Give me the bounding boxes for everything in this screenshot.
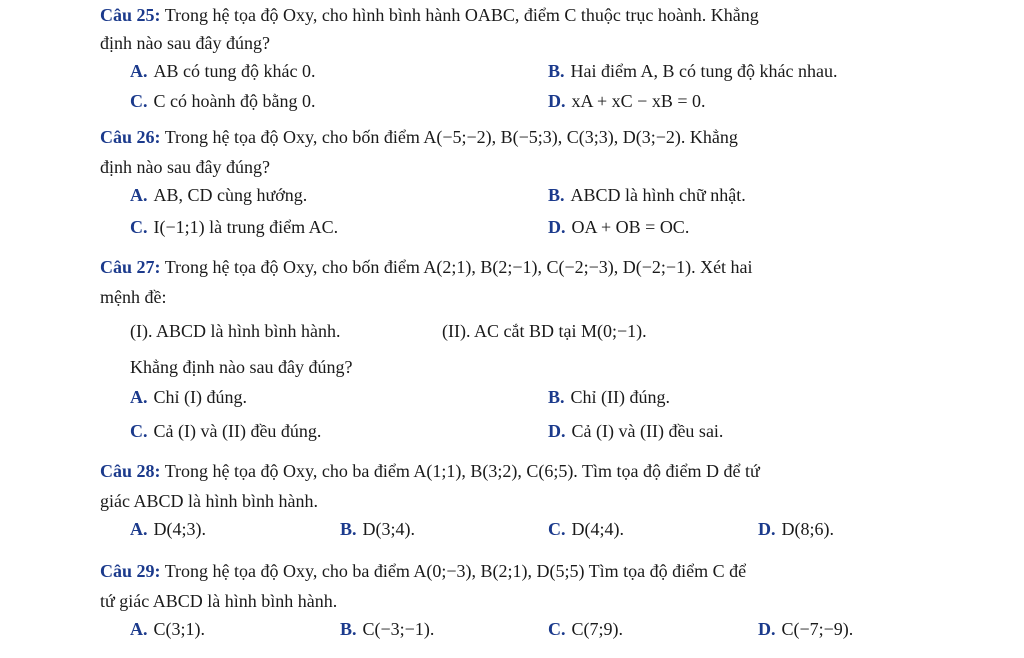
question-28-option-a: A. D(4;3).: [130, 519, 206, 539]
question-25-option-d: D. xA + xC − xB = 0.: [548, 91, 706, 111]
question-27-line2: mệnh đề:: [100, 287, 167, 307]
question-26-option-c: C. I(−1;1) là trung điểm AC.: [130, 217, 339, 237]
question-29-option-c: C. C(7;9).: [548, 619, 623, 639]
question-27-label: Câu 27:: [100, 257, 161, 277]
question-28-option-c: C. D(4;4).: [548, 519, 624, 539]
question-29-text: Trong hệ tọa độ Oxy, cho ba điểm A(0;−3), B(2;1), D(5;5) Tìm tọa độ điểm C để: [160, 561, 747, 581]
question-25-option-b: B. Hai điểm A, B có tung độ khác nhau.: [548, 61, 838, 81]
question-25-option-a: A. AB có tung độ khác 0.: [130, 61, 316, 81]
question-29-line1: [100, 558, 920, 584]
question-25-option-c: C. C có hoành độ bằng 0.: [130, 91, 316, 111]
question-26-option-a: A. AB, CD cùng hướng.: [130, 185, 308, 205]
question-28-option-d: D. D(8;6).: [758, 519, 834, 539]
question-25-line1: [100, 2, 920, 28]
question-29-option-b: B. C(−3;−1).: [340, 619, 435, 639]
question-28-line2: giác ABCD là hình bình hành.: [100, 491, 318, 511]
question-27-prompt: Khẳng định nào sau đây đúng?: [130, 357, 353, 377]
question-27-option-d: D. Cả (I) và (II) đều sai.: [548, 421, 724, 441]
question-27-statement-2: (II). AC cắt BD tại M(0;−1).: [442, 321, 647, 341]
question-26-line2: định nào sau đây đúng?: [100, 157, 270, 177]
question-29-option-d: D. C(−7;−9).: [758, 619, 854, 639]
question-29-line2: tứ giác ABCD là hình bình hành.: [100, 591, 338, 611]
question-28-label: Câu 28:: [100, 461, 161, 481]
question-27-option-c: C. Cả (I) và (II) đều đúng.: [130, 421, 322, 441]
question-29-option-a: A. C(3;1).: [130, 619, 205, 639]
question-25-line2: định nào sau đây đúng?: [100, 33, 270, 53]
question-27-option-b: B. Chỉ (II) đúng.: [548, 387, 670, 407]
question-26-option-b: B. ABCD là hình chữ nhật.: [548, 185, 746, 205]
question-28-line1: [100, 458, 920, 484]
question-29-label: Câu 29:: [100, 561, 161, 581]
question-28-option-b: B. D(3;4).: [340, 519, 416, 539]
question-25-label: Câu 25:: [100, 5, 161, 25]
question-26-label: Câu 26:: [100, 127, 161, 147]
question-25-text: Trong hệ tọa độ Oxy, cho hình bình hành OABC, điểm C thuộc trục hoành. Khẳng: [160, 5, 759, 25]
question-26-option-d: D. OA + OB = OC.: [548, 217, 690, 237]
question-27-line1: [100, 254, 920, 280]
question-27-statement-1: (I). ABCD là hình bình hành.: [130, 321, 341, 341]
question-27-option-a: A. Chỉ (I) đúng.: [130, 387, 247, 407]
question-26-text: Trong hệ tọa độ Oxy, cho bốn điểm A(−5;−2), B(−5;3), C(3;3), D(3;−2). Khẳng: [160, 127, 738, 147]
question-27-text: Trong hệ tọa độ Oxy, cho bốn điểm A(2;1), B(2;−1), C(−2;−3), D(−2;−1). Xét hai: [160, 257, 753, 277]
question-28-text: Trong hệ tọa độ Oxy, cho ba điểm A(1;1), B(3;2), C(6;5). Tìm tọa độ điểm D để tứ: [160, 461, 760, 481]
question-26-line1: [100, 124, 920, 150]
